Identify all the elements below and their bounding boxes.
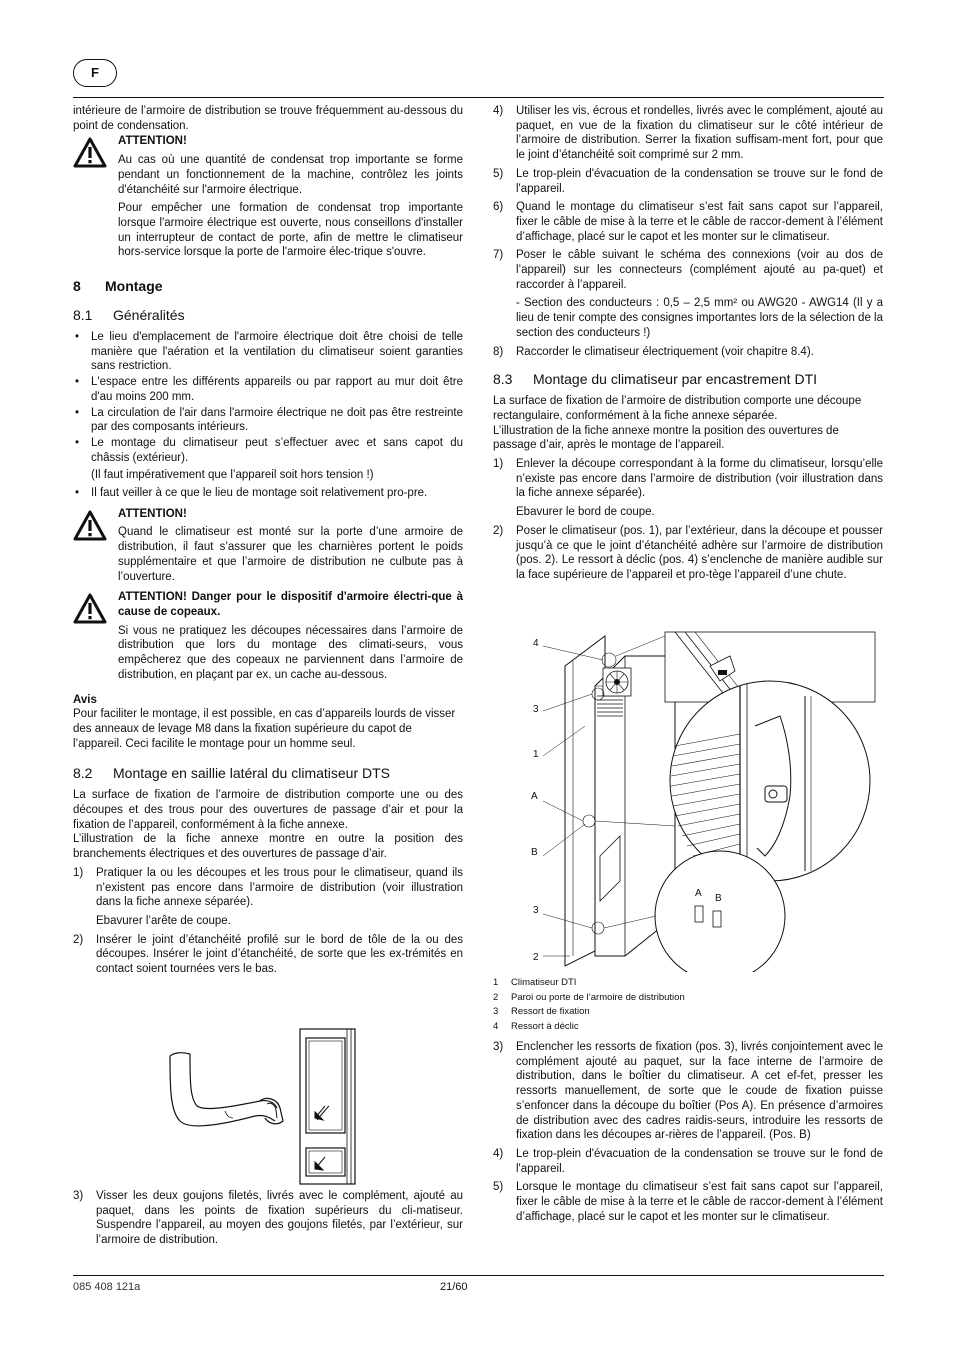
attention-title: ATTENTION!: [118, 135, 187, 148]
intro-text: intérieure de l’armoire de distribution se trouve fréquemment au-dessous du point de condensation.: [73, 105, 463, 132]
attention-block-chips: [73, 590, 463, 682]
step-item: 5) Lorsque le montage du climatiseur s’est fait sans capot sur l’appareil, fixer le câble de mise à la terre et le câble de raccor-dement à l’élément d’affichage, placé sur le capot et les monter sur le climatiseur.: [493, 1181, 883, 1223]
list-item: • La circulation de l'air dans l'armoire électrique ne doit pas être restreinte par des composants intérieurs.: [73, 406, 463, 435]
general-bullet-list-2: [73, 486, 463, 501]
page-number: 21/60: [440, 1281, 468, 1293]
figure-label: 1: [533, 749, 539, 760]
step-item: 7) Poser le câble suivant le schéma des connexions (voir au dos de l’appareil) sur les connecteurs (complément ajouté au pa-quet) et raccorder à l’appareil.: [493, 249, 883, 291]
document-number: 085 408 121a: [73, 1281, 141, 1293]
figure-label: B: [531, 847, 538, 858]
list-item: • Il faut veiller à ce que le lieu de montage soit relativement pro-pre.: [73, 486, 463, 501]
legend-item: 3 Ressort de fixation: [493, 1006, 590, 1018]
paragraph: La surface de fixation de l’armoire de distribution comporte une ou des découpes et des trous pour des ouvertures de passage d’air et pour la fixation de l’appareil, conformément à la fiche annexe.: [73, 789, 463, 831]
language-badge: F: [73, 59, 117, 87]
attention-text: Quand le climatiseur est monté sur la porte d’une armoire de distribution, il faut s’assurer que les charnières portent le poids supplémentaire et que l’armoire de distribution ne culbute pas à l’ouverture.: [118, 526, 463, 583]
dts-steps-continued: [493, 345, 883, 360]
notice-text: Pour faciliter le montage, il est possible, en cas d’appareils lourds de visser des anneaux de levage M8 dans la fixation supérieure du capot de l’appareil. Ceci facilite le montage pour un homme seul.: [73, 708, 456, 750]
section-heading-8: 8 Montage: [73, 278, 163, 295]
figure-label: A: [531, 791, 538, 802]
step-note: Ebavurer le bord de coupe.: [516, 506, 655, 519]
dti-steps-continued: [493, 1040, 883, 1228]
seal-profile-illustration: [165, 1026, 365, 1186]
figure-legend: [493, 976, 883, 1035]
step-item: 2) Poser le climatiseur (pos. 1), par l’extérieur, dans la découpe et pousser jusqu’à ce que le joint d’étanchéité adhère sur l’armoire de distribution (pos. 2). Le ressort à déclic (pos. 4) s’enclenche de manière audible sur la face supérieure de l’appareil et pro-tège l’appareil d’une chute.: [493, 524, 883, 581]
list-item: • Le montage du climatiseur peut s’effectuer avec et sans capot du châssis (extérieur).: [73, 436, 463, 465]
dti-steps: [493, 457, 883, 501]
section-heading-8-1: 8.1 Généralités: [73, 307, 185, 324]
paragraph: L’illustration de la fiche annexe montre en outre la position des branchements électriques et des ouvertures de passage d’air.: [73, 833, 463, 861]
dts-steps-continued: [493, 104, 883, 292]
notice-title: Avis: [73, 693, 97, 706]
figure-label: A: [695, 888, 702, 899]
figure-label: 3: [533, 704, 539, 715]
attention-text: Pour empêcher une formation de condensat trop importante lorsque l'armoire électrique est ouverte, nous conseillons d'installer un interrupteur de contact de porte, afin de mettre le climatiseur hors-service lorsque la porte de l'armoire élec-trique s'ouvre.: [118, 202, 463, 259]
figure-label: B: [715, 893, 722, 904]
figure-label: 2: [533, 952, 539, 963]
paragraph: L’illustration de la fiche annexe montre la position des ouvertures de passage d’air, après le montage de l’appareil.: [493, 424, 839, 452]
section-heading-8-2: 8.2 Montage en saillie latéral du climatiseur DTS: [73, 765, 391, 782]
step-item: 2) Insérer le joint d’étanchéité profilé sur le bord de tôle de la ou des découpes. Insérer le joint d’étanchéité, de sorte que les ex-trémités en contact soient tournées vers le bas.: [73, 933, 463, 976]
dti-mounting-illustration: [525, 626, 885, 972]
section-heading-8-3: 8.3 Montage du climatiseur par encastrement DTI: [493, 371, 818, 388]
attention-title: ATTENTION! Danger pour le dispositif d'armoire électri-que à cause de copeaux.: [118, 591, 463, 618]
bullet-note: (Il faut impérativement que l’appareil soit hors tension !): [91, 469, 374, 482]
step-item: 8) Raccorder le climatiseur électriquement (voir chapitre 8.4).: [493, 345, 814, 358]
attention-title: ATTENTION!: [118, 507, 187, 520]
step-item: 5) Le trop-plein d'évacuation de la condensation se trouve sur le fond de l'appareil.: [493, 167, 883, 195]
footer-rule: [73, 1275, 884, 1276]
warning-triangle-icon: [73, 510, 107, 541]
step-item: 3) Visser les deux goujons filetés, livrés avec le complément, ajouté au paquet, dans les points de fixation supérieurs du cli-matiseur. Suspendre l’appareil, au moyen des goujons filetés, par l’extérieur, sur l’armoire de distribution.: [73, 1190, 463, 1247]
list-item: • L'espace entre les différents appareils ou par rapport au mur doit être d'au moins 200 mm.: [73, 375, 463, 404]
attention-text: Si vous ne pratiquez les découpes nécessaires dans l’armoire de distribution que lors du montage des climati-seurs, vous empêcherez que des copeaux ne parviennent dans l’armoire de distribution, en plaçant par ex. un cache au-dessous.: [118, 624, 463, 681]
step-note: - Section des conducteurs : 0,5 – 2,5 mm² ou AWG20 - AWG14 (Il y a lieu de tenir compte des consignes importantes lors de la sélection de la section des conducteurs !): [516, 297, 883, 339]
step-item: 1) Pratiquer la ou les découpes et les trous pour le climatiseur, quand ils n’existent pas encore dans l’armoire de distribution (voir illustration dans la fiche annexe séparée).: [73, 866, 463, 909]
dts-steps: [73, 866, 463, 910]
right-column: [493, 104, 883, 1223]
list-item: • Le lieu d'emplacement de l'armoire électrique doit être choisi de telle manière que l'aération et la ventilation du climatiseur soient garanties sans restriction.: [73, 330, 463, 374]
legend-item: 1 Climatiseur DTI: [493, 977, 577, 988]
step-note: Ebavurer l’arête de coupe.: [96, 914, 231, 927]
attention-block-condensate: [73, 134, 463, 260]
step-item: 6) Quand le montage du climatiseur s’est fait sans capot sur l’appareil, fixer le câble de mise à la terre et le câble de raccor-dement à l’élément d’affichage, placé sur le capot et les monter sur le climatiseur.: [493, 201, 883, 243]
dts-steps: [73, 1189, 463, 1252]
general-bullet-list: [73, 330, 463, 465]
step-item: 4) Le trop-plein d'évacuation de la condensation se trouve sur le fond de l'appareil.: [493, 1147, 883, 1175]
attention-block-door: [73, 507, 463, 585]
step-item: 3) Enclencher les ressorts de fixation (pos. 3), livrés conjointement avec le complément ajouté au paquet, sur la face interne de l’armoire de distribution, dans le boîtier du climatiseur. A cet ef-fet, presser les ressorts manuellement, de sorte que le coude de fixation puisse s’enfoncer dans la découpe du boîtier (Pos A). En présence d’armoires de distribution avec des cadres raidis-seurs, introduire les ressorts de fixation dans les découpes ar-rières de l’appareil. (Pos. B): [493, 1041, 883, 1142]
attention-text: Au cas où une quantité de condensat trop importante se forme pendant un fonctionnement de la machine, contrôlez les joints d'étanchéité sur l'armoire électrique.: [118, 154, 463, 196]
step-item: 4) Utiliser les vis, écrous et rondelles, livrés avec le complément, ajouté au paquet, en vue de la fixation du climatiseur sur le côté intérieur de l’armoire de distribution. Serrer la fixation suffisam-ment fort, pour que le joint d’étanchéité soit comprimé sur 2 mm.: [493, 105, 883, 162]
figure-label: 3: [533, 905, 539, 916]
warning-triangle-icon: [73, 593, 107, 624]
header-rule: [73, 97, 884, 98]
paragraph: La surface de fixation de l’armoire de distribution comporte une découpe rectangulaire, conformément à la fiche annexe séparée.: [493, 395, 862, 422]
dts-steps: [73, 933, 463, 977]
left-column: [73, 104, 463, 1247]
legend-item: 4 Ressort à déclic: [493, 1021, 579, 1033]
figure-label: 4: [533, 638, 539, 649]
dti-steps: [493, 524, 883, 583]
step-item: 1) Enlever la découpe correspondant à la forme du climatiseur, lorsqu’elle n’existe pas encore dans l’armoire de distribution (voir illustration dans la fiche annexe séparée).: [493, 458, 883, 500]
warning-triangle-icon: [73, 137, 107, 168]
legend-item: 2 Paroi ou porte de l’armoire de distribution: [493, 991, 685, 1003]
